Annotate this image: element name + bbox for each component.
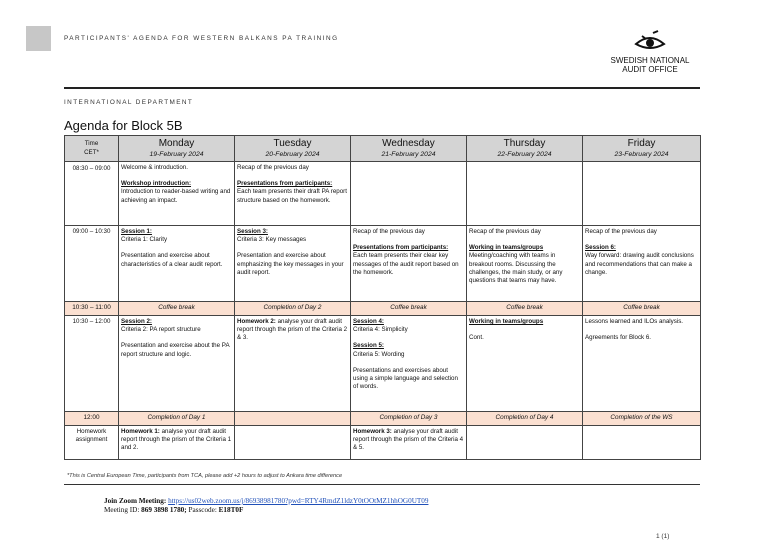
table-row-break — [65, 302, 701, 316]
agenda-cell-empty — [467, 426, 583, 460]
zoom-id-line — [104, 506, 428, 515]
day-name: Friday — [627, 138, 656, 149]
cell-heading: Presentations from participants: — [237, 180, 333, 188]
day-header-wednesday — [351, 136, 467, 162]
cell-heading: Homework 3: — [353, 428, 392, 435]
break-cell: Coffee break — [583, 302, 701, 316]
table-row-homework — [65, 426, 701, 460]
swedish-national-audit-office-logo — [596, 30, 704, 74]
day-date: 21-February 2024 — [381, 151, 436, 158]
footer-rule — [64, 484, 700, 485]
cell-text: Criteria 4: Simplicity — [353, 326, 408, 334]
time-column-header — [65, 136, 119, 162]
agenda-cell-empty — [351, 162, 467, 226]
cell-heading: Homework 2: — [237, 318, 276, 325]
table-row — [65, 226, 701, 302]
agenda-title: Agenda for Block 5B — [64, 118, 183, 133]
timezone-header-label: CET* — [84, 148, 99, 156]
passcode-value: E18T0F — [218, 506, 244, 514]
day-header-monday — [119, 136, 235, 162]
logo-text-line2: AUDIT OFFICE — [622, 65, 678, 74]
cell-heading: Session 6: — [585, 244, 616, 252]
agenda-cell — [119, 226, 235, 302]
cell-text: Lessons learned and ILOs analysis. — [585, 318, 684, 325]
cell-text: Presentation and exercise about emphasizing the key messages in your audit report. — [237, 252, 344, 276]
agenda-table — [64, 135, 701, 460]
document-header-title: PARTICIPANTS' AGENDA FOR WESTERN BALKANS PA TRAINING — [64, 35, 339, 42]
agenda-cell — [235, 226, 351, 302]
cell-text: Criteria 2: PA report structure — [121, 326, 201, 334]
cell-heading: Working in teams/groups — [469, 244, 544, 252]
cell-text: analyse your draft audit report through the prism of the Criteria 1 and 2. — [121, 428, 232, 452]
zoom-meeting-link[interactable]: https://us02web.zoom.us/j/86938981780?pwd=RTY4RmdZ1ldzY0tOOtMZ1hhOG0UT09 — [168, 497, 429, 505]
agenda-cell — [119, 316, 235, 412]
cell-text: Criteria 3: Key messages — [237, 236, 307, 244]
cell-text: analyse your draft audit report through the prism of the Criteria 4 & 5. — [353, 428, 464, 452]
header-row — [65, 136, 701, 162]
homework-label-line1: Homework — [76, 428, 107, 435]
agenda-cell — [351, 316, 467, 412]
cell-text: Presentation and exercise about characteristics of a clear audit report. — [121, 252, 223, 268]
cell-text: Criteria 1: Clarity — [121, 236, 168, 244]
meeting-id-value: 869 3898 1780; — [141, 506, 187, 514]
footnote: *This is Central European Time, participants from TCA, please add +2 hours to adjust to Ankara time difference — [67, 473, 343, 479]
cell-heading: Working in teams/groups — [469, 318, 544, 325]
cell-text: Presentations and exercises about using a simple language and selection of words. — [353, 366, 458, 391]
agenda-cell — [583, 226, 701, 302]
table-row-completion — [65, 412, 701, 426]
cell-text: Recap of the previous day — [585, 228, 657, 235]
completion-cell: Completion of Day 3 — [351, 412, 467, 426]
page-number: 1 (1) — [656, 533, 670, 540]
gray-square-marker — [26, 26, 51, 51]
passcode-label: Passcode: — [188, 506, 217, 514]
cell-text: Welcome & introduction. — [121, 164, 188, 171]
cell-text: Agreements for Block 6. — [585, 334, 652, 342]
eye-emblem-icon — [634, 30, 666, 54]
time-cell: 10:30 – 12:00 — [65, 316, 119, 412]
day-name: Wednesday — [382, 138, 435, 149]
table-row — [65, 162, 701, 226]
agenda-cell — [351, 226, 467, 302]
time-header-label: Time — [84, 140, 99, 148]
zoom-meeting-line — [104, 497, 428, 506]
agenda-cell-empty — [235, 426, 351, 460]
cell-text: Recap of the previous day — [237, 164, 309, 171]
break-cell: Coffee break — [351, 302, 467, 316]
cell-text: Recap of the previous day — [469, 228, 541, 235]
cell-heading: Session 3: — [237, 228, 268, 235]
cell-text: Each team presents their clear key messages of the audit report based on the homework. — [353, 252, 459, 276]
day-date: 22-February 2024 — [497, 151, 552, 158]
cell-heading: Workshop introduction: — [121, 180, 192, 188]
completion-cell: Completion of Day 4 — [467, 412, 583, 426]
cell-text: Cont. — [469, 334, 484, 342]
agenda-cell — [351, 426, 467, 460]
department-label: INTERNATIONAL DEPARTMENT — [64, 99, 194, 106]
agenda-cell — [119, 162, 235, 226]
meeting-id-label: Meeting ID: — [104, 506, 140, 514]
completion-cell: Completion of the WS — [583, 412, 701, 426]
agenda-cell — [467, 226, 583, 302]
agenda-cell — [235, 316, 351, 412]
header-rule — [64, 87, 700, 89]
zoom-info — [104, 497, 428, 515]
agenda-cell — [583, 316, 701, 412]
cell-heading: Session 4: — [353, 318, 384, 325]
cell-text: analyse your draft audit report through the prism of the Criteria 2 & 3. — [237, 318, 348, 342]
agenda-cell — [235, 162, 351, 226]
day-date: 20-February 2024 — [265, 151, 320, 158]
cell-text: Way forward: drawing audit conclusions and recommendations that can make a change. — [585, 252, 694, 276]
cell-text: Each team presents their draft PA report structure based on the homework. — [237, 188, 347, 204]
cell-heading: Session 2: — [121, 318, 152, 325]
cell-text: Criteria 5: Wording — [353, 350, 405, 358]
cell-text: Meeting/coaching with teams in breakout rooms. Discussing the challenges, the main study, or any questions that teams may have. — [469, 252, 563, 285]
cell-text: Recap of the previous day — [353, 228, 425, 235]
cell-heading: Homework 1: — [121, 428, 160, 435]
break-cell: Coffee break — [467, 302, 583, 316]
day-header-tuesday — [235, 136, 351, 162]
day-name: Monday — [158, 138, 195, 149]
day-header-thursday — [467, 136, 583, 162]
agenda-cell — [119, 426, 235, 460]
day-name: Tuesday — [273, 138, 312, 149]
day-date: 23-February 2024 — [614, 151, 669, 158]
time-cell: 12:00 — [65, 412, 119, 426]
agenda-cell-empty — [583, 162, 701, 226]
day-date: 19-February 2024 — [149, 151, 204, 158]
completion-cell: Completion of Day 1 — [119, 412, 235, 426]
break-cell: Completion of Day 2 — [235, 302, 351, 316]
time-cell: 09:00 – 10:30 — [65, 226, 119, 302]
homework-label-line2: assignment — [75, 436, 108, 444]
time-cell: 10:30 – 11:00 — [65, 302, 119, 316]
agenda-cell-empty — [583, 426, 701, 460]
agenda-cell-empty — [467, 162, 583, 226]
cell-text: Introduction to reader-based writing and achieving an impact. — [121, 188, 231, 204]
time-cell: 08:30 – 09:00 — [65, 162, 119, 226]
cell-text: Presentation and exercise about the PA report structure and logic. — [121, 342, 230, 358]
time-cell — [65, 426, 119, 460]
day-name: Thursday — [503, 138, 546, 149]
day-header-friday — [583, 136, 701, 162]
break-cell: Coffee break — [119, 302, 235, 316]
logo-text-line1: SWEDISH NATIONAL — [610, 56, 690, 65]
cell-heading: Session 1: — [121, 228, 152, 235]
zoom-meeting-label: Join Zoom Meeting: — [104, 497, 167, 505]
table-row — [65, 316, 701, 412]
completion-cell-empty — [235, 412, 351, 426]
agenda-cell — [467, 316, 583, 412]
cell-heading: Presentations from participants: — [353, 244, 449, 252]
cell-heading: Session 5: — [353, 342, 384, 350]
